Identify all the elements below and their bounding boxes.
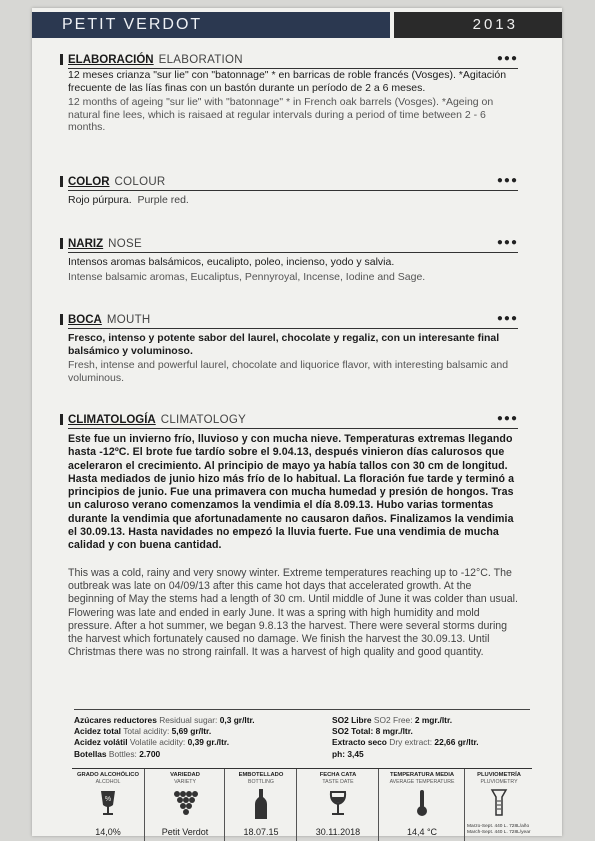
spec-label-en: Volatile acidity:: [129, 737, 186, 748]
spec-label-es: Extracto seco: [332, 737, 387, 748]
heading-en: MOUTH: [106, 314, 151, 326]
section-climatology: [68, 412, 518, 660]
stat-label-en: VARIETY: [174, 779, 196, 785]
stat-label-es: FECHA CATA: [319, 772, 357, 778]
stat-value: 30.11.2018: [315, 827, 361, 837]
specs-left-column: [74, 715, 255, 760]
vintage-year: 2013: [394, 12, 562, 38]
technical-specs: [74, 709, 530, 759]
spec-row: [332, 749, 479, 760]
heading-en: CLIMATOLOGY: [160, 414, 247, 426]
text-es: Rojo púrpura.: [68, 194, 132, 206]
heading-es: ELABORACIÓN: [68, 54, 154, 66]
stat-value: Petit Verdot: [161, 827, 209, 837]
text-en: Intense balsamic aromas, Eucaliptus, Pennyroyal, Incense, Iodine and Sage.: [68, 270, 426, 283]
spec-label-en: Residual sugar:: [159, 715, 218, 725]
spec-row: [74, 726, 255, 737]
spec-row: [332, 715, 479, 726]
dots-icon: ●●●: [496, 175, 518, 186]
spec-value: 22,66 gr/ltr.: [434, 737, 479, 748]
section-heading: [68, 236, 518, 253]
stat-bottling: [224, 769, 297, 841]
stat-pluviometry: [464, 769, 533, 841]
heading-marker: [60, 176, 63, 187]
pluviometry-line-es: Marzo-Sept. 440 L. 728L/año: [467, 824, 530, 829]
section-heading: [68, 412, 518, 429]
stat-value: 18.07.15: [243, 827, 279, 837]
section-heading: [68, 52, 518, 69]
wine-glass-icon: [297, 789, 379, 817]
spec-value: 5,69 gr/ltr.: [171, 726, 212, 737]
text-line: [68, 194, 518, 207]
section-elaboration: [68, 52, 518, 134]
stat-taste-date: [296, 769, 379, 841]
spec-value: 0,3 gr/ltr.: [219, 715, 255, 725]
spec-value: 0,39 gr./ltr.: [187, 737, 230, 748]
stat-alcohol: [72, 769, 144, 841]
stat-label-es: EMBOTELLADO: [238, 772, 284, 778]
spec-label-es: Azúcares reductores: [74, 715, 157, 725]
dots-icon: ●●●: [496, 313, 518, 324]
spec-label-es: Botellas: [74, 748, 107, 759]
header: [32, 12, 562, 38]
spec-value: 2.700: [139, 748, 161, 759]
heading-marker: [60, 238, 63, 249]
text-es: Fresco, intenso y potente sabor del laurel, chocolate y regaliz, con un interesante final balsámico y voluminoso.: [68, 332, 500, 357]
spec-label-es: SO2 Libre: [332, 715, 372, 725]
bottle-icon: [225, 789, 297, 817]
spec-value: 2 mgr./ltr.: [414, 715, 453, 725]
pluviometry-line-en: March-Sept. 440 L. 728L/year: [467, 830, 531, 835]
stat-label-en: TASTE DATE: [322, 779, 354, 785]
text-es: 12 meses crianza "sur lie" con "batonnage" * en barricas de roble francés (Vosges). *Agitación frecuente de las lías finas con un bastón durante un período de 2 a 6 meses.: [68, 69, 507, 94]
heading-marker: [60, 314, 63, 325]
spec-label-en: Dry extract:: [389, 737, 433, 748]
dots-icon: ●●●: [496, 237, 518, 248]
heading-en: COLOUR: [114, 176, 166, 188]
heading-marker: [60, 54, 63, 65]
spec-row: [332, 737, 479, 748]
spec-label-es: ph:: [332, 748, 346, 759]
stat-label-en: ALCOHOL: [95, 779, 121, 785]
spec-value: 8 mgr./ltr.: [375, 726, 413, 737]
stats-bar: [72, 768, 532, 841]
stat-value: 14,4 °C: [406, 827, 438, 837]
heading-es: BOCA: [68, 314, 102, 326]
heading-es: CLIMATOLOGÍA: [68, 414, 156, 426]
spec-label-es: Acidez volátil: [74, 737, 128, 748]
stat-temperature: [378, 769, 465, 841]
stat-variety: [144, 769, 225, 841]
specs-right-column: [332, 715, 479, 760]
stat-value: 14,0%: [95, 827, 121, 837]
heading-en: ELABORATION: [158, 54, 243, 66]
spec-row: [74, 749, 255, 760]
spec-label-es: SO2 Total:: [332, 726, 374, 737]
stat-label-en: PLUVIOMETRY: [480, 779, 518, 785]
text-es: Intensos aromas balsámicos, eucalipto, poleo, incienso, yodo y salvia.: [68, 256, 395, 268]
grapes-icon: [145, 789, 225, 817]
stat-label-en: AVERAGE TEMPERATURE: [389, 779, 455, 785]
thermometer-icon: [379, 789, 465, 817]
heading-es: COLOR: [68, 176, 110, 188]
spec-row: [332, 726, 479, 737]
spec-row: [74, 737, 255, 748]
stat-label-es: PLUVIOMETRÍA: [477, 772, 521, 778]
spec-row: [74, 715, 255, 726]
stat-label-es: TEMPERATURA MEDIA: [389, 772, 455, 778]
section-mouth: [68, 312, 518, 384]
rain-gauge-icon: [465, 789, 533, 817]
section-nose: [68, 236, 518, 283]
section-heading: [68, 174, 518, 191]
text-en: Fresh, intense and powerful laurel, chocolate and liquorice flavor, with interesting balsamic and voluminous.: [68, 359, 509, 384]
stat-value: [467, 824, 533, 836]
spec-value: 3,45: [347, 748, 364, 759]
dots-icon: ●●●: [496, 413, 518, 424]
section-heading: [68, 312, 518, 329]
spec-label-en: Total acidity:: [123, 726, 170, 737]
wine-sheet: [32, 8, 562, 836]
svg-text:%: %: [104, 796, 112, 803]
stat-label-es: VARIEDAD: [170, 772, 200, 778]
spec-label-en: SO2 Free:: [373, 715, 413, 725]
heading-es: NARIZ: [68, 238, 104, 250]
alcohol-percent-icon: [72, 789, 144, 817]
dots-icon: ●●●: [496, 53, 518, 64]
text-es: Este fue un invierno frío, lluvioso y con mucha nieve. Temperaturas extremas llegando hasta -12ºC. El brote fue tardío sobre el 9.04.13, después vinieron días calurosos que aceleraron el crecimiento. Al principio de mayo ya había tallos con 30 cm de longitud. Hasta mediados de junio hizo más frío de lo habitual. La floración fue tarde y terminó a principios de junio. Fue una primavera con mucha humedad y presión de hongos. Tras un caluroso verano comenzamos la vendimia el día 8.09.13. Hubo varias tormentas durante la vendimia que afortunadamente no causaron daños. Finalizamos la vendimia el 30.09.13. Hasta navidades no empezó la lluvia fuerte. Fue una vendimia de mucha calidad y con buena cantidad.: [68, 433, 515, 552]
heading-marker: [60, 414, 63, 425]
text-en: This was a cold, rainy and very snowy winter. Extreme temperatures reaching up to -12°C. The outbreak was late on 04/09/13 after this came hot days that accelerated growth. At the beginning of May the stems had a length of 30 cm. Until middle of June it was colder than usual. Flowering was late and ended in early June. It was a spring with high humidity and mold pressure. After a hot summer, we began 9.8.13 the harvest. There were several storms during the harvest which fortunately caused no damage. We finish the harvest the 30.09.13. Until Christmas there was no strong rainfall. It was a harvest of high quality and good quantity.: [68, 566, 518, 659]
spec-label-es: Acidez total: [74, 726, 121, 737]
spec-label-en: Bottles:: [108, 748, 137, 759]
heading-en: NOSE: [108, 238, 142, 250]
stat-label-es: GRADO ALCOHÓLICO: [77, 772, 139, 778]
text-en: 12 months of ageing "sur lie" with "batonnage" * in French oak barrels (Vosges). *Ageing on natural fine lees, which is raisaed at regular intervals during a period of time between 2 - 6 months.: [68, 96, 494, 133]
stat-label-en: BOTTLING: [248, 779, 274, 785]
section-colour: [68, 174, 518, 207]
text-en: Purple red.: [137, 194, 189, 206]
wine-name-title: PETIT VERDOT: [32, 12, 390, 38]
